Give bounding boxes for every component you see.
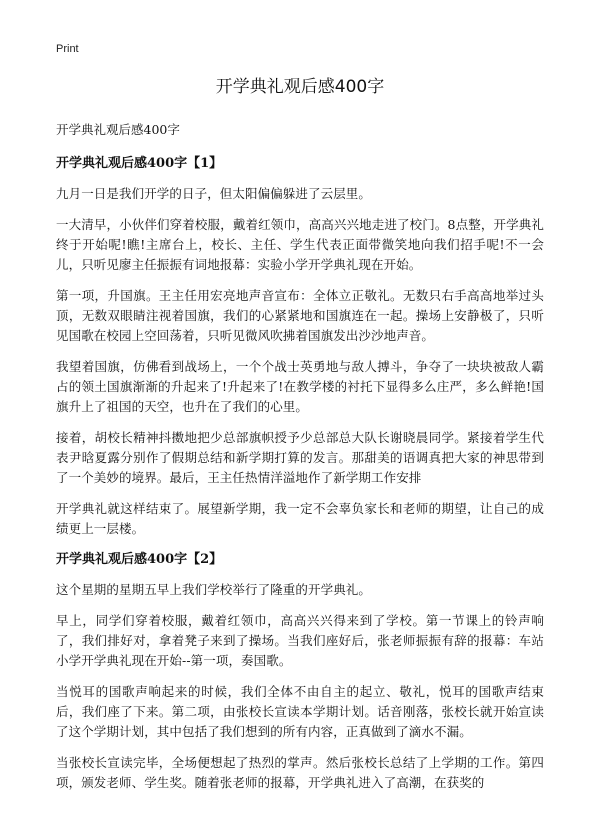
paragraph: 当悦耳的国歌声响起来的时候，我们全体不由自主的起立、敬礼，悦耳的国歌声结束后，我们座了下来。第二项，由张校长宣读本学期计划。话音刚落，张校长就开始宣读了这个学期计划，其中包括了我们想到的所有内容，正真做到了滴水不漏。: [56, 684, 544, 739]
document-title: 开学典礼观后感400字: [215, 77, 385, 97]
paragraph: 我望着国旗，仿佛看到战场上，一个个战士英勇地与敌人搏斗，争夺了一块块被敌人霸占的领土国旗渐渐的升起来了!升起来了!在教学楼的衬托下显得多么庄严，多么鲜艳!国旗升上了祖国的天空，也升在了我们的心里。: [56, 359, 544, 414]
section-heading-1: 开学典礼观后感400字【1】: [56, 156, 223, 171]
paragraph: 当张校长宣读完毕，全场便想起了热烈的掌声。然后张校长总结了上学期的工作。第四项，颁发老师、学生奖。随着张老师的报幕，开学典礼进入了高潮，在获奖的: [56, 755, 544, 790]
paragraph: 接着，胡校长精神抖擞地把少总部旗帜授予少总部总大队长谢晓晨同学。紧接着学生代表尹晗夏露分别作了假期总结和新学期打算的发言。那甜美的语调真把大家的神思带到了一个美妙的境界。最后，王主任热情洋溢地作了新学期工作安排: [56, 430, 544, 485]
paragraph: 九月一日是我们开学的日子，但太阳偏偏躲进了云层里。: [56, 186, 372, 201]
paragraph: 开学典礼就这样结束了。展望新学期，我一定不会辜负家长和老师的期望，让自己的成绩更上一层楼。: [56, 501, 544, 536]
paragraph: 第一项，升国旗。王主任用宏亮地声音宣布：全体立正敬礼。无数只右手高高地举过头顶，无数双眼睛注视着国旗，我们的心紧紧地和国旗连在一起。操场上安静极了，只听见国歌在校园上空回荡着，只听见微风吹拂着国旗发出沙沙地声音。: [56, 288, 544, 343]
paragraph: 一大清早，小伙伴们穿着校服，戴着红领巾，高高兴兴地走进了校门。8点整，开学典礼终于开始呢!瞧!主席台上，校长、主任、学生代表正面带微笑地向我们招手呢!不一会儿，只听见廖主任振振有词地报幕：实验小学开学典礼现在开始。: [56, 217, 544, 272]
paragraph: 早上，同学们穿着校服，戴着红领巾，高高兴兴得来到了学校。第一节课上的铃声响了，我们排好对，拿着凳子来到了操场。当我们座好后，张老师振振有辞的报幕：车站小学开学典礼现在开始--第一项，奏国歌。: [56, 613, 544, 668]
document-subtitle: 开学典礼观后感400字: [56, 122, 180, 137]
print-link[interactable]: Print: [56, 43, 79, 55]
section-heading-2: 开学典礼观后感400字【2】: [56, 552, 223, 567]
paragraph: 这个星期的星期五早上我们学校举行了隆重的开学典礼。: [56, 582, 372, 597]
